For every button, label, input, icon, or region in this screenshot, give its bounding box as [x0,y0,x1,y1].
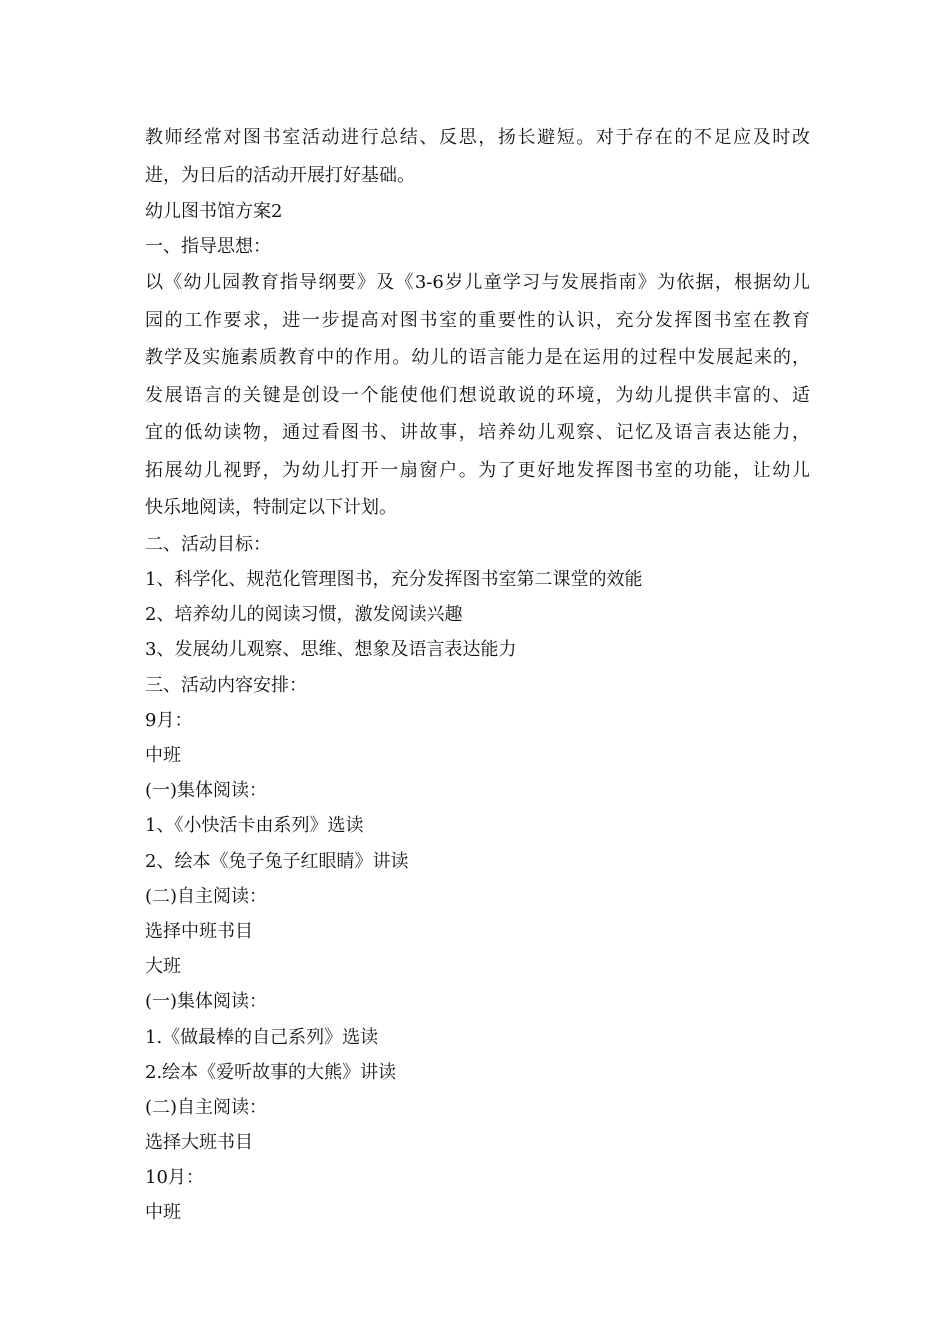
text-line: 教师经常对图书室活动进行总结、反思，扬长避短。对于存在的不足应及时改 [145,127,810,148]
schedule-line: 1.《做最棒的自己系列》选读 [145,1026,379,1048]
schedule-line: 2.绘本《爱听故事的大熊》讲读 [145,1061,397,1083]
schedule-line: (一)集体阅读： [145,780,268,802]
schedule-line: 10月： [145,1167,204,1189]
goal-item: 2、培养幼儿的阅读习惯，激发阅读兴趣 [145,604,463,626]
text-line: 教学及实施素质教育中的作用。幼儿的语言能力是在运用的过程中发展起来的， [145,347,810,369]
schedule-line: (一)集体阅读： [145,991,268,1013]
schedule-line: 选择中班书目 [145,920,253,942]
text-line: 快乐地阅读，特制定以下计划。 [145,497,397,519]
section-heading: 三、活动内容安排： [145,674,307,696]
guiding-ideology-paragraph [145,264,810,527]
document-title: 幼儿图书馆方案2 [145,201,283,222]
schedule-line: 9月： [145,709,193,731]
text-line: 以《幼儿园教育指导纲要》及《3-6岁儿童学习与发展指南》为依据，根据幼儿 [145,272,810,294]
schedule-line: 2、绘本《兔子兔子红眼睛》讲读 [145,850,409,872]
text-line: 进，为日后的活动开展打好基础。 [145,164,415,186]
schedule-line: 中班 [145,745,181,766]
goal-item: 1、科学化、规范化管理图书，充分发挥图书室第二课堂的效能 [145,569,643,591]
text-line: 拓展幼儿视野，为幼儿打开一扇窗户。为了更好地发挥图书室的功能，让幼儿 [145,459,810,481]
text-line: 发展语言的关键是创设一个能使他们想说敢说的环境，为幼儿提供丰富的、适 [145,384,810,406]
document-body [145,119,810,1231]
schedule-line: 大班 [145,956,181,978]
schedule-line: 1、《小快活卡由系列》选读 [145,815,364,837]
schedule-line: 选择大班书目 [145,1132,253,1154]
intro-paragraph [145,119,810,194]
goal-item: 3、发展幼儿观察、思维、想象及语言表达能力 [145,639,517,661]
schedule-line: 中班 [145,1202,181,1224]
schedule-line: (二)自主阅读： [145,885,268,907]
section-heading: 二、活动目标： [145,533,271,555]
section-heading: 一、指导思想： [145,236,271,258]
text-line: 园的工作要求，进一步提高对图书室的重要性的认识，充分发挥图书室在教育 [145,309,810,331]
schedule-line: (二)自主阅读： [145,1096,268,1118]
text-line: 宜的低幼读物，通过看图书、讲故事，培养幼儿观察、记忆及语言表达能力， [145,422,810,444]
